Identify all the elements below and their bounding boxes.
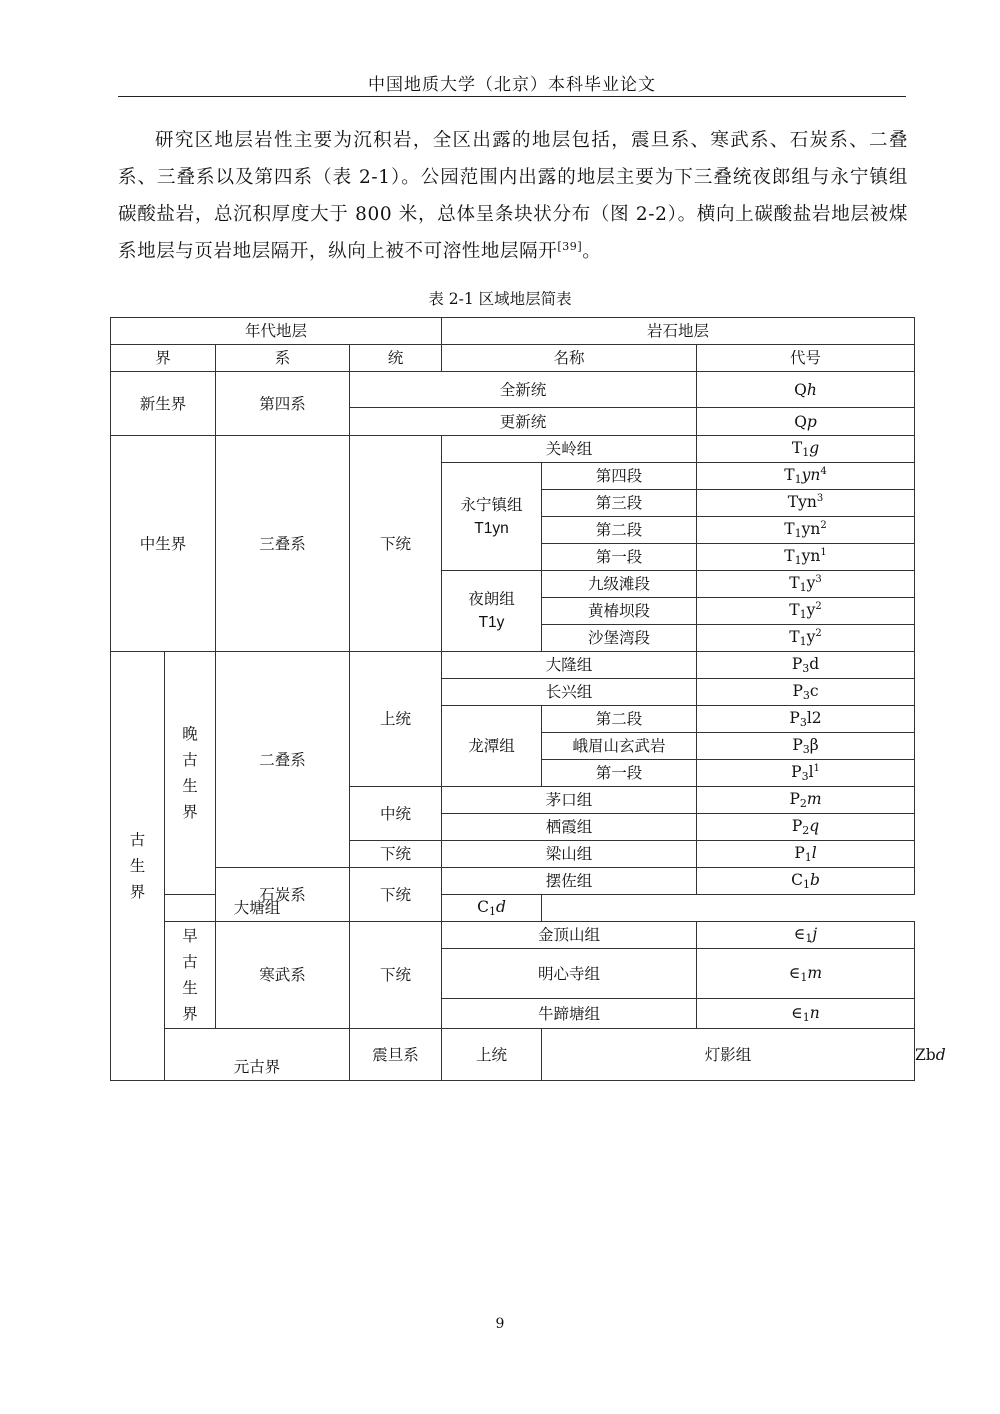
name-cell: 第一段 bbox=[542, 760, 697, 787]
code-subscript: 1 bbox=[794, 553, 802, 567]
name-cell: 第二段 bbox=[542, 706, 697, 733]
header-lithostrat: 岩石地层 bbox=[442, 318, 915, 345]
system-cell: 二叠系 bbox=[216, 652, 350, 868]
series-cell: 上统 bbox=[442, 1029, 542, 1081]
name-cell: 茅口组 bbox=[442, 787, 697, 814]
erathem-vertical-text: 早古生界 bbox=[182, 927, 198, 1023]
code-cell bbox=[697, 733, 915, 760]
code-cell bbox=[697, 571, 915, 598]
code-base: C bbox=[791, 871, 803, 889]
code-base: T bbox=[789, 573, 800, 592]
code-cell bbox=[697, 999, 915, 1029]
name-cell: 牛蹄塘组 bbox=[442, 999, 697, 1029]
header-name: 名称 bbox=[442, 345, 697, 372]
citation-ref: [39] bbox=[557, 239, 583, 253]
name-cell: 黄椿坝段 bbox=[542, 598, 697, 625]
code-base: P bbox=[794, 844, 805, 862]
formation-cell bbox=[442, 571, 542, 652]
code-subscript: 1 bbox=[802, 878, 810, 891]
table-caption: 表 2-1 区域地层简表 bbox=[428, 290, 572, 308]
erathem-vertical-text: 古生界 bbox=[129, 831, 146, 901]
code-subscript: 2 bbox=[799, 797, 807, 810]
series-cell: 中统 bbox=[350, 787, 442, 841]
name-cell: 梁山组 bbox=[442, 841, 697, 868]
paragraph-text: 研究区地层岩性主要为沉积岩，全区出露的地层包括，震旦系、寒武系、石炭系、二叠系、三叠系以及第四系（表 2-1）。公园范围内出露的地层主要为下三叠统夜郎组与永宁镇组碳酸盐岩，总沉积厚度大于 800 米，总体呈条块状分布（图 2-2）。横向上碳酸盐岩地层被煤系地层与页岩地层隔开，纵向上被不可溶性地层隔开 bbox=[118, 130, 908, 262]
name-cell: 沙堡湾段 bbox=[542, 625, 697, 652]
table-row bbox=[111, 436, 915, 463]
table-row bbox=[111, 868, 915, 895]
name-cell: 关岭组 bbox=[442, 436, 697, 463]
code-subscript: 2 bbox=[802, 824, 810, 837]
code-cell bbox=[697, 598, 915, 625]
code-cell bbox=[442, 895, 542, 922]
code-subscript: 3 bbox=[802, 689, 810, 702]
code-subscript: 1 bbox=[802, 446, 810, 459]
code-italic: m bbox=[807, 963, 823, 982]
name-cell: 灯影组 bbox=[542, 1029, 915, 1081]
code-italic: p bbox=[806, 412, 817, 431]
code-tail: y bbox=[806, 627, 816, 646]
name-cell: 第二段 bbox=[542, 517, 697, 544]
table-row bbox=[111, 895, 915, 922]
table-row bbox=[111, 652, 915, 679]
code-base: C bbox=[477, 898, 489, 916]
strata-table bbox=[110, 317, 946, 1081]
header-erathem: 界 bbox=[111, 345, 216, 372]
code-subscript: 1 bbox=[794, 472, 802, 486]
series-cell: 上统 bbox=[350, 652, 442, 787]
code-base: ∈ bbox=[793, 925, 806, 943]
code-base: P bbox=[791, 655, 803, 673]
series-cell: 下统 bbox=[350, 922, 442, 1029]
code-cell bbox=[697, 841, 915, 868]
code-tail: yn bbox=[801, 546, 821, 565]
code-tail: l2 bbox=[806, 709, 822, 727]
code-cell bbox=[697, 625, 915, 652]
code-cell bbox=[697, 652, 915, 679]
formation-code: T1yn bbox=[474, 519, 509, 537]
series-cell: 下统 bbox=[350, 868, 442, 922]
name-cell: 全新统 bbox=[350, 372, 697, 408]
series-cell: 下统 bbox=[350, 841, 442, 868]
name-cell: 明心寺组 bbox=[442, 949, 697, 999]
code-cell bbox=[697, 787, 915, 814]
formation-name: 永宁镇组 bbox=[460, 495, 523, 514]
code-base: P bbox=[792, 682, 803, 700]
code-tail: y bbox=[806, 573, 816, 592]
code-tail: l bbox=[808, 762, 814, 781]
system-cell: 第四系 bbox=[216, 372, 350, 436]
code-subscript: 1 bbox=[805, 932, 813, 945]
code-base: T bbox=[789, 627, 800, 646]
code-base: T bbox=[789, 600, 800, 619]
code-cell bbox=[697, 372, 915, 408]
code-base: T bbox=[784, 519, 795, 538]
code-italic: d bbox=[935, 1045, 946, 1064]
code-base: ∈ bbox=[788, 963, 801, 982]
code-subscript: 3 bbox=[802, 743, 810, 756]
code-cell bbox=[697, 436, 915, 463]
code-cell bbox=[697, 490, 915, 517]
code-cell bbox=[697, 679, 915, 706]
code-base: T bbox=[784, 546, 795, 565]
code-tail: yn bbox=[801, 519, 821, 538]
erathem-cell bbox=[111, 652, 165, 1081]
code-cell bbox=[697, 814, 915, 841]
name-cell: 九级滩段 bbox=[542, 571, 697, 598]
code-cell bbox=[697, 517, 915, 544]
code-subscript: 1 bbox=[799, 634, 807, 648]
code-italic: m bbox=[806, 790, 822, 808]
code-base: P bbox=[789, 709, 800, 727]
table-row bbox=[111, 318, 915, 345]
formation-cell: 龙潭组 bbox=[442, 706, 542, 787]
code-base: Q bbox=[794, 380, 807, 399]
code-base: P bbox=[791, 762, 802, 781]
code-tail: β bbox=[809, 736, 819, 754]
code-tail: c bbox=[809, 682, 819, 700]
code-base: Q bbox=[794, 412, 807, 431]
code-base: T bbox=[784, 465, 795, 484]
code-subscript: 1 bbox=[800, 970, 808, 984]
series-cell: 下统 bbox=[350, 436, 442, 652]
code-italic: h bbox=[806, 380, 817, 399]
code-italic: b bbox=[809, 871, 820, 889]
code-italic: l bbox=[811, 844, 817, 862]
table-row bbox=[111, 345, 915, 372]
code-cell bbox=[697, 544, 915, 571]
code-subscript: 3 bbox=[802, 662, 810, 675]
formation-code: T1y bbox=[478, 614, 505, 631]
erathem-cell: 元古界 bbox=[165, 1029, 350, 1081]
name-cell: 第一段 bbox=[542, 544, 697, 571]
code-tail: y bbox=[806, 600, 816, 619]
sub-erathem-cell bbox=[165, 922, 216, 1029]
body-paragraph bbox=[118, 122, 908, 270]
code-cell bbox=[697, 760, 915, 787]
code-cell bbox=[697, 949, 915, 999]
erathem-cell: 新生界 bbox=[111, 372, 216, 436]
code-cell bbox=[697, 706, 915, 733]
sub-erathem-cell bbox=[165, 652, 216, 895]
code-italic: g bbox=[809, 439, 820, 457]
code-base: ∈ bbox=[791, 1003, 803, 1022]
header-system: 系 bbox=[216, 345, 350, 372]
header-code: 代号 bbox=[697, 345, 915, 372]
header-chronostrat: 年代地层 bbox=[111, 318, 442, 345]
name-cell: 第三段 bbox=[542, 490, 697, 517]
system-cell: 震旦系 bbox=[350, 1029, 442, 1081]
code-subscript: 1 bbox=[804, 851, 812, 864]
code-superscript: 1 bbox=[813, 762, 820, 774]
code-italic: d bbox=[495, 898, 506, 916]
erathem-vertical-text: 晚古生界 bbox=[182, 725, 198, 821]
formation-cell bbox=[442, 463, 542, 571]
code-italic: yn bbox=[801, 465, 821, 484]
header-series: 统 bbox=[350, 345, 442, 372]
code-superscript: 2 bbox=[820, 519, 827, 531]
code-base: P bbox=[791, 817, 803, 835]
code-superscript: 2 bbox=[815, 627, 822, 639]
code-subscript: 1 bbox=[799, 580, 807, 594]
page-number: 9 bbox=[495, 1316, 505, 1332]
table-row bbox=[111, 372, 915, 408]
code-base: P bbox=[789, 790, 800, 808]
name-cell: 大隆组 bbox=[442, 652, 697, 679]
name-cell: 栖霞组 bbox=[442, 814, 697, 841]
code-cell bbox=[697, 463, 915, 490]
system-cell: 石炭系 bbox=[216, 868, 350, 922]
code-cell bbox=[697, 922, 915, 949]
formation-name: 夜朗组 bbox=[468, 590, 515, 608]
code-superscript: 1 bbox=[820, 546, 827, 558]
name-cell: 金顶山组 bbox=[442, 922, 697, 949]
code-cell bbox=[697, 868, 915, 895]
name-cell: 第四段 bbox=[542, 463, 697, 490]
code-superscript: 3 bbox=[816, 492, 824, 504]
code-base: Zb bbox=[915, 1045, 936, 1064]
code-italic: q bbox=[809, 817, 820, 835]
code-subscript: 3 bbox=[801, 769, 809, 783]
code-subscript: 1 bbox=[799, 607, 807, 621]
code-subscript: 1 bbox=[802, 1010, 810, 1024]
header-rule bbox=[118, 96, 906, 97]
name-cell: 大塘组 bbox=[165, 895, 350, 922]
code-superscript: 3 bbox=[815, 573, 822, 585]
table-row bbox=[111, 922, 915, 949]
table-row bbox=[111, 1029, 915, 1081]
code-superscript: 2 bbox=[815, 600, 822, 612]
name-cell: 摆佐组 bbox=[442, 868, 697, 895]
code-base: Tyn bbox=[787, 492, 817, 511]
running-header: 中国地质大学（北京）本科毕业论文 bbox=[368, 75, 656, 95]
system-cell: 寒武系 bbox=[216, 922, 350, 1029]
paragraph-end: 。 bbox=[582, 241, 602, 262]
code-tail: d bbox=[809, 655, 820, 673]
code-italic: j bbox=[812, 925, 818, 943]
code-base: P bbox=[792, 736, 803, 754]
code-subscript: 3 bbox=[799, 716, 807, 729]
code-cell bbox=[697, 408, 915, 436]
erathem-cell: 中生界 bbox=[111, 436, 216, 652]
name-cell: 更新统 bbox=[350, 408, 697, 436]
name-cell: 峨眉山玄武岩 bbox=[542, 733, 697, 760]
code-subscript: 1 bbox=[488, 905, 496, 918]
code-subscript: 1 bbox=[794, 526, 802, 540]
code-base: T bbox=[791, 439, 803, 457]
name-cell: 长兴组 bbox=[442, 679, 697, 706]
code-superscript: 4 bbox=[820, 465, 827, 477]
system-cell: 三叠系 bbox=[216, 436, 350, 652]
code-italic: n bbox=[809, 1003, 820, 1022]
